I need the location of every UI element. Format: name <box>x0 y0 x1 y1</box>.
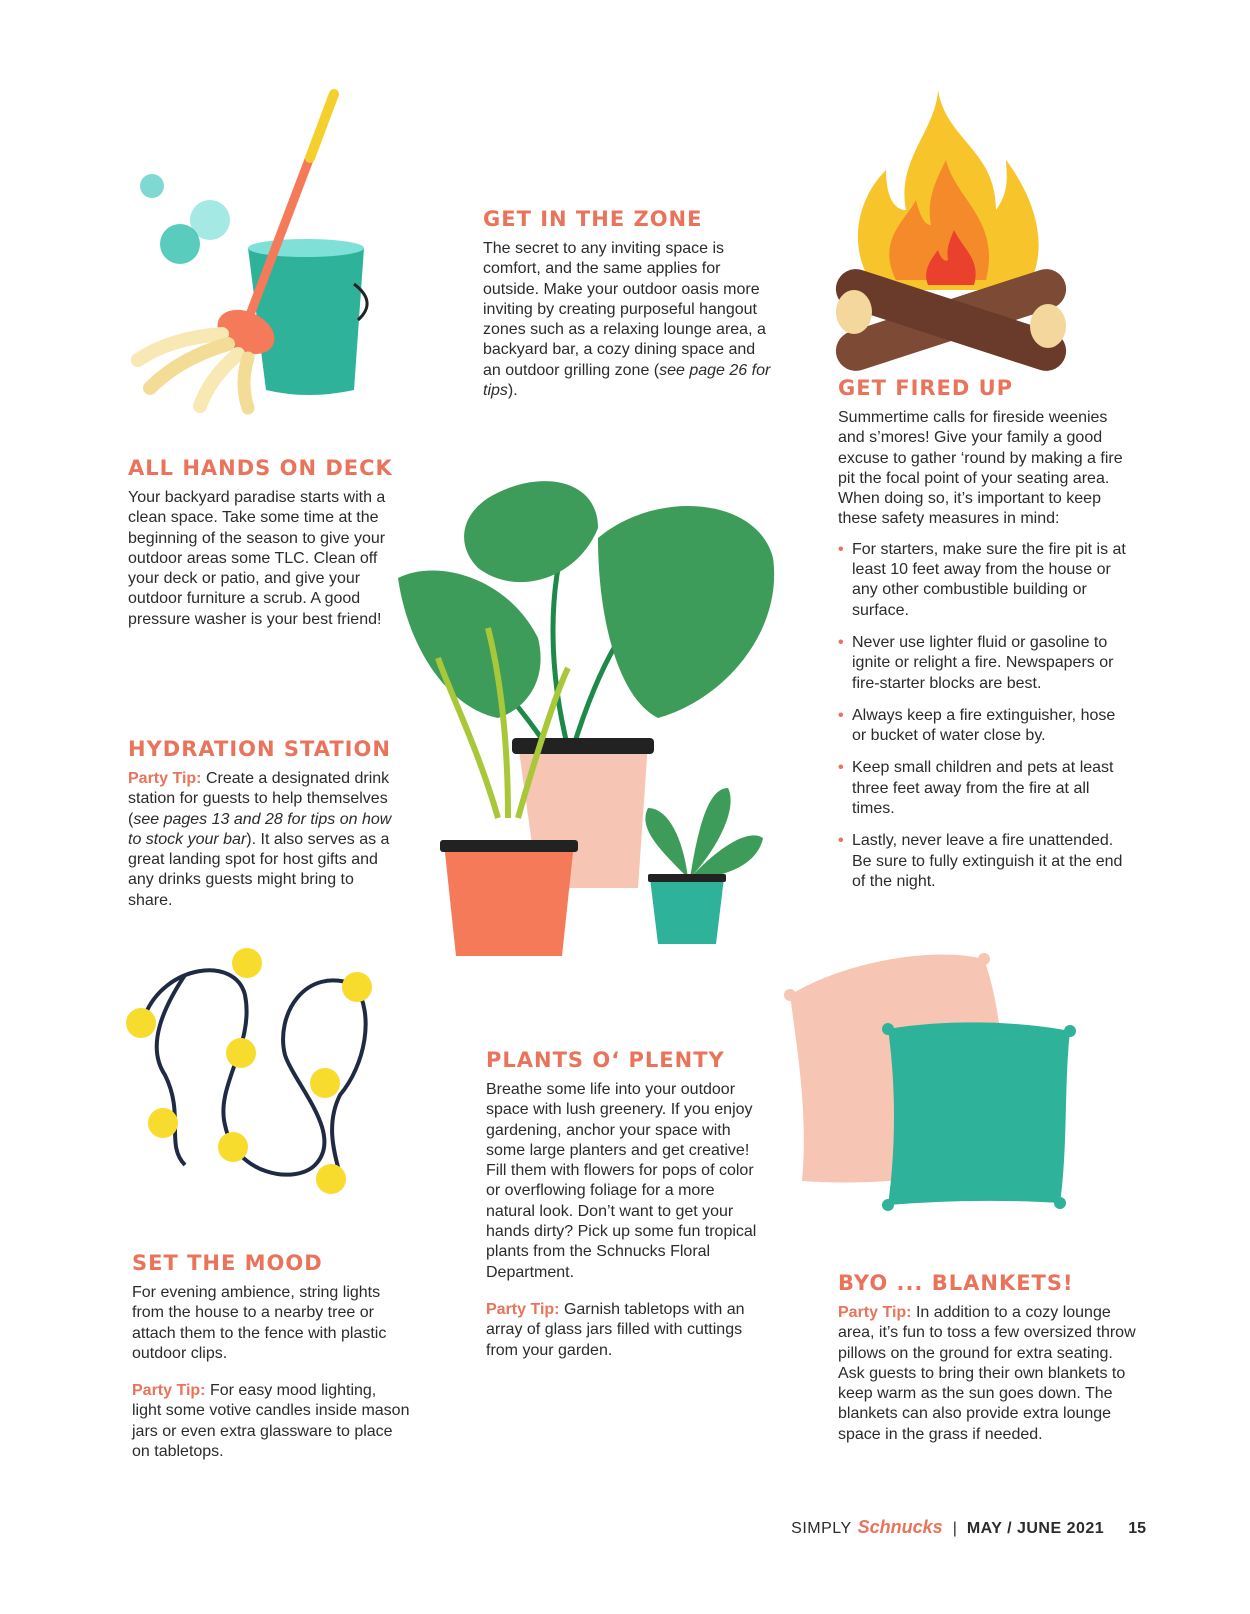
page-reference: see page 26 for tips <box>483 361 771 400</box>
section-title: SET THE MOOD <box>132 1251 323 1275</box>
potted-plants-icon <box>398 468 778 958</box>
page-reference: see pages 13 and 28 for tips on how to stock your bar <box>128 810 392 848</box>
party-tip <box>132 1381 410 1462</box>
footer-simply: SIMPLY <box>791 1520 852 1537</box>
body-text: ). It also serves as a great landing spot for host gifts and any drinks guests might bring to share. <box>128 830 390 909</box>
section-title: GET IN THE ZONE <box>483 207 703 231</box>
section-title: ALL HANDS ON DECK <box>128 456 393 480</box>
section-get-in-the-zone <box>483 207 773 401</box>
list-item: • For starters, make sure the fire pit is at least 10 feet away from the house or any other combustible building or surface. <box>838 540 1126 621</box>
body-text: Create a designated drink station for guests to help themselves ( <box>128 770 390 828</box>
section-title: BYO ... BLANKETS! <box>838 1271 1074 1295</box>
party-tip-label: Party Tip: <box>128 770 202 787</box>
campfire-icon <box>836 90 1066 355</box>
body-text: ). <box>507 382 518 400</box>
list-item: • Never use lighter fluid or gasoline to ignite or relight a fire. Newspapers or fire-starter blocks are best. <box>838 633 1126 694</box>
section-body <box>128 769 400 911</box>
mop-bucket-icon <box>130 88 380 408</box>
page-footer <box>791 1517 1146 1538</box>
body-text: Garnish tabletops with an array of glass jars filled with cuttings from your garden. <box>486 1300 745 1359</box>
list-item: • Lastly, never leave a fire unattended. Be sure to fully extinguish it at the end of the night. <box>838 831 1126 892</box>
body-text: The secret to any inviting space is comfort, and the same applies for outside. Make your outdoor oasis more inviting by creating purposeful hangout zones such as a relaxing lounge area, a backyard bar, a cozy dining space and an outdoor grilling zone ( <box>483 240 766 379</box>
party-tip <box>838 1303 1136 1445</box>
section-get-fired-up <box>838 376 1126 904</box>
section-title: GET FIRED UP <box>838 376 1014 400</box>
page-number: 15 <box>1128 1520 1146 1537</box>
section-title: PLANTS O‘ PLENTY <box>486 1048 725 1072</box>
party-tip-label: Party Tip: <box>486 1300 560 1318</box>
body-text: In addition to a cozy lounge area, it’s fun to toss a few oversized throw pillows on the ground for extra seating. Ask guests to bring their own blankets to keep warm as the sun goes down. The blankets can also provide extra lounge space in the grass if needed. <box>838 1304 1136 1443</box>
list-item: • Keep small children and pets at least three feet away from the fire at all times. <box>838 758 1126 819</box>
section-title: HYDRATION STATION <box>128 737 391 761</box>
party-tip-label: Party Tip: <box>838 1304 912 1321</box>
footer-separator: | <box>952 1520 957 1537</box>
section-set-the-mood <box>132 1251 410 1462</box>
section-body <box>483 239 773 401</box>
string-lights-icon <box>125 945 380 1195</box>
party-tip <box>486 1300 766 1361</box>
issue-date: MAY / JUNE 2021 <box>966 1520 1105 1537</box>
party-tip-label: Party Tip: <box>132 1382 206 1400</box>
section-body: For evening ambience, string lights from the house to a nearby tree or attach them to the fence with plastic outdoor clips. <box>132 1284 387 1362</box>
pillows-icon <box>778 935 1078 1215</box>
section-plants-o-plenty <box>486 1048 766 1361</box>
list-item: • Always keep a fire extinguisher, hose or bucket of water close by. <box>838 706 1126 747</box>
section-hydration-station <box>128 737 400 911</box>
section-body: Summertime calls for fireside weenies and s’mores! Give your family a good excuse to gather ‘round by making a fire pit the focal point of your seating area. When doing so, it’s important to keep these safety measures in mind: <box>838 409 1123 528</box>
brand-logo: Schnucks <box>857 1517 943 1537</box>
body-text: For easy mood lighting, light some votive candles inside mason jars or even extra glassware to place on tabletops. <box>132 1382 410 1461</box>
section-all-hands-on-deck <box>128 456 398 630</box>
section-body: Breathe some life into your outdoor space with lush greenery. If you enjoy gardening, anchor your space with some large planters and get creative! Fill them with flowers for pops of color or overflowing foliage for a more natural look. Don’t want to get your hands dirty? Pick up some fun tropical plants from the Schnucks Floral Department. <box>486 1081 757 1281</box>
section-byo-blankets <box>838 1271 1136 1445</box>
section-body: Your backyard paradise starts with a clean space. Take some time at the beginning of the season to give your outdoor areas some TLC. Clean off your deck or patio, and give your outdoor furniture a scrub. A good pressure washer is your best friend! <box>128 489 386 628</box>
safety-list <box>838 540 1126 892</box>
